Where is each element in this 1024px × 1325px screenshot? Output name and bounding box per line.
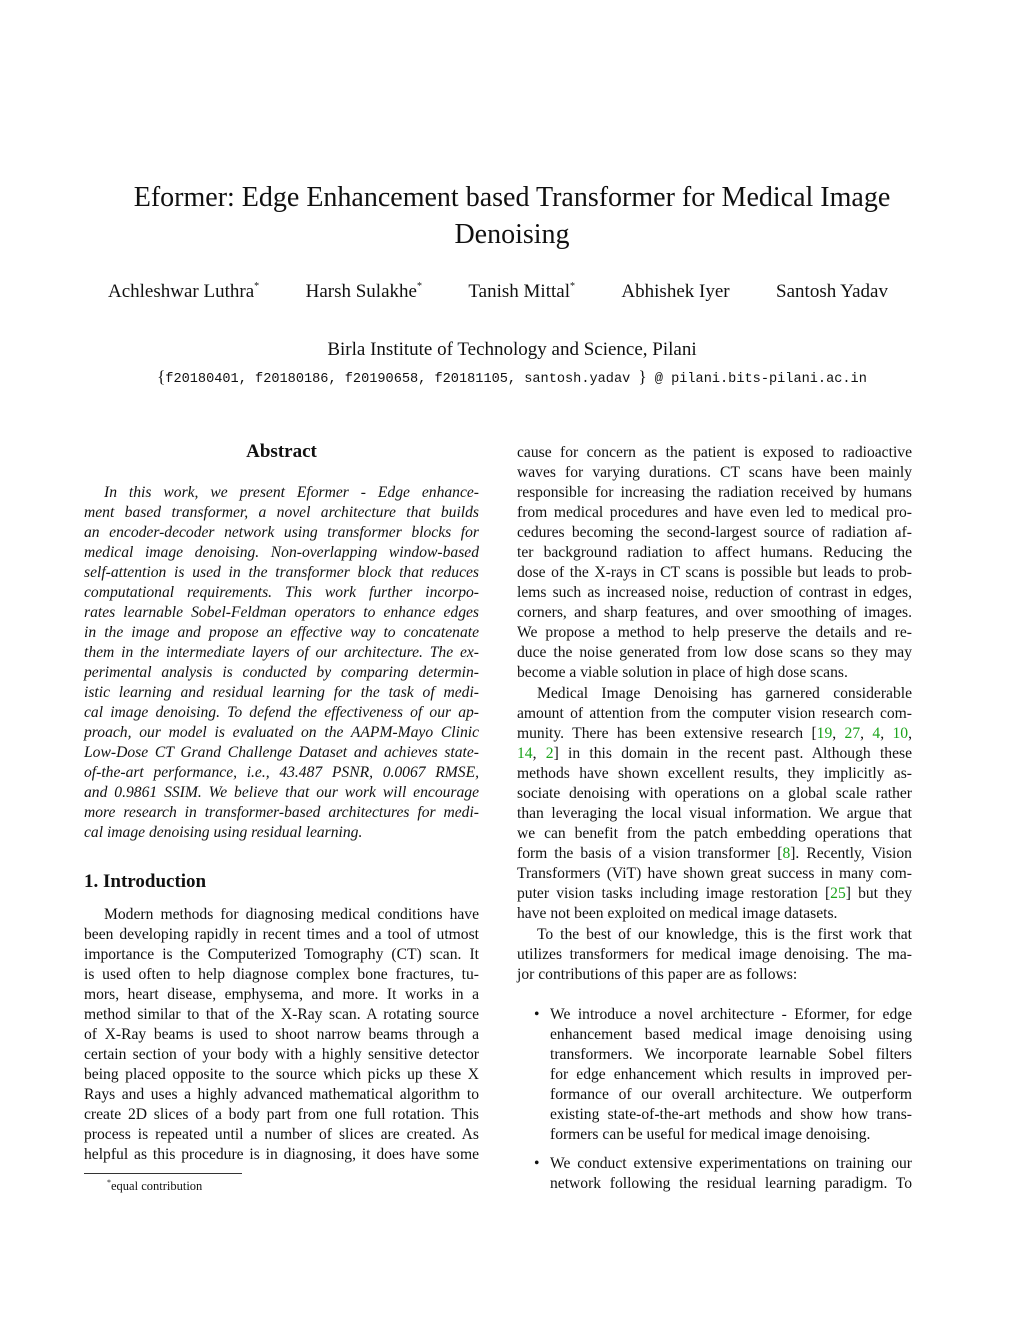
text-line: mors, heart disease, emphysema, and more. It works in a	[84, 986, 479, 1003]
text-line	[517, 884, 912, 904]
text-line: perimental analysis is conducted by comparing determin-	[84, 664, 479, 681]
text-line: more research in transformer-based architectures for medi-	[84, 804, 479, 821]
text-segment: munity. There has been extensive research [	[517, 725, 817, 742]
text-segment: form the basis of a vision transformer [	[517, 845, 783, 862]
text-line: responsible for increasing the radiation received by humans	[517, 484, 912, 501]
citation-link[interactable]: 2	[545, 745, 554, 762]
text-line: ment based transformer, a novel architecture that builds	[84, 504, 479, 521]
text-line: been developing rapidly in recent times and a tool of utmost	[84, 926, 479, 943]
citation-link[interactable]: 4	[872, 725, 881, 742]
text-line: create 2D slices of a body part from one full rotation. This	[84, 1106, 479, 1123]
text-line: computational requirements. This work further incorpo-	[84, 584, 479, 601]
text-line: certain section of your body with a highly sensitive detector	[84, 1046, 479, 1063]
text-line: process is repeated until a number of slices are created. As	[84, 1126, 479, 1143]
text-line: an encoder-decoder network using transformer blocks for	[84, 524, 479, 541]
text-segment: puter vision tasks including image restoration [	[517, 885, 831, 902]
author-name: Achleshwar Luthra	[108, 281, 255, 302]
text-line: have not been exploited on medical image datasets.	[517, 905, 838, 922]
text-line: waves for varying durations. CT scans have been mainly	[517, 464, 912, 481]
introduction-heading: 1. Introduction	[84, 871, 207, 892]
author	[776, 281, 888, 303]
text-line: existing state-of-the-art methods and show how trans-	[550, 1106, 912, 1123]
paragraph	[517, 925, 912, 985]
author-mark: *	[416, 281, 422, 292]
title-line: Denoising	[454, 219, 570, 250]
text-line: medical image denoising. Non-overlapping window-based	[84, 544, 479, 561]
text-line: To the best of our knowledge, this is the first work that	[537, 926, 912, 943]
text-line: method similar to that of the X-Ray scan. A rotating source	[84, 1006, 479, 1023]
text-segment: ,	[880, 725, 893, 742]
paragraph	[517, 684, 912, 924]
text-line: is used often to help diagnose complex bone fractures, tu-	[84, 966, 479, 983]
paragraph	[517, 443, 912, 683]
citation-link[interactable]: 27	[844, 725, 861, 742]
bullet-icon: •	[534, 1006, 540, 1023]
text-line: cal image denoising. To defend the effectiveness of our ap-	[84, 704, 479, 721]
email-ids: f20180401, f20180186, f20190658, f20181105, santosh.yadav	[165, 372, 639, 387]
author-name: Santosh Yadav	[776, 281, 888, 302]
email-brace-close: }	[638, 367, 647, 386]
text-line: formance of our overall architecture. We outperform	[550, 1086, 912, 1103]
text-line: being placed opposite to the source which picks up these X	[84, 1066, 479, 1083]
text-line: Transformers (ViT) have shown great success in many com-	[517, 865, 912, 882]
text-line: we can benefit from the patch embedding operations that	[517, 825, 912, 842]
citation-link[interactable]: 25	[830, 885, 846, 902]
author-mark: *	[254, 281, 260, 292]
text-line: cedures becoming the second-largest source of radiation af-	[517, 524, 912, 541]
text-line: transformers. We incorporate learnable Sobel filters	[550, 1046, 912, 1063]
right-column-body	[517, 443, 912, 986]
text-line: and 0.9861 SSIM. We believe that our work will encourage	[84, 784, 479, 801]
text-line: We introduce a novel architecture - Eformer, for edge	[550, 1006, 912, 1023]
text-line: lems such as increased noise, reduction of contrast in edges,	[517, 584, 912, 601]
text-line: methods have shown excellent results, they implicitly as-	[517, 765, 912, 782]
text-line: istic learning and residual learning for the task of medi-	[84, 684, 479, 701]
author	[108, 281, 259, 303]
affiliation: Birla Institute of Technology and Science, Pilani	[327, 339, 697, 360]
email-domain: @ pilani.bits-pilani.ac.in	[646, 372, 867, 387]
text-line: for edge enhancement which results in improved per-	[550, 1066, 912, 1083]
text-line: Low-Dose CT Grand Challenge Dataset and achieves state-	[84, 744, 479, 761]
text-line: dose of the X-rays in CT scans is possible but leads to prob-	[517, 564, 912, 581]
text-segment: ]. Recently, Vision	[790, 845, 912, 862]
text-line: ter background radiation to affect humans. Reducing the	[517, 544, 912, 561]
author	[306, 281, 422, 303]
author-emails	[0, 367, 1024, 387]
paper-title	[0, 179, 1024, 253]
title-line: Eformer: Edge Enhancement based Transformer for Medical Image	[133, 182, 891, 213]
contribution-list	[530, 1005, 912, 1203]
text-line: cal image denoising using residual learning.	[84, 824, 363, 841]
paragraph	[84, 483, 479, 843]
text-line: corners, and sharp features, and over smoothing of images.	[517, 604, 912, 621]
footnote-rule	[84, 1173, 242, 1174]
text-line: proach, our model is evaluated on the AAPM-Mayo Clinic	[84, 724, 479, 741]
text-segment: ,	[832, 725, 845, 742]
text-segment: ,	[532, 745, 546, 762]
text-line	[517, 744, 912, 764]
text-segment: ,	[908, 725, 912, 742]
text-segment: ] in this domain in the recent past. Although these	[553, 745, 912, 762]
text-line: jor contributions of this paper are as follows:	[517, 966, 798, 983]
abstract-body	[84, 483, 479, 844]
citation-link[interactable]: 8	[782, 845, 791, 862]
text-line	[517, 844, 912, 864]
text-line: amount of attention from the computer vision research com-	[517, 705, 912, 722]
text-line: of X-Ray beams is used to shoot narrow beams through a	[84, 1026, 479, 1043]
text-line: In this work, we present Eformer - Edge enhance-	[104, 484, 479, 501]
text-line: self-attention is used in the transformer block that reduces	[84, 564, 479, 581]
text-line: duce the noise generated from low dose scans so they may	[517, 644, 912, 661]
text-line: We conduct extensive experimentations on training our	[550, 1155, 912, 1172]
text-line: network following the residual learning paradigm. To	[550, 1175, 912, 1192]
text-line: cause for concern as the patient is exposed to radioactive	[517, 444, 912, 461]
author-name: Abhishek Iyer	[621, 281, 730, 302]
bullet-icon: •	[534, 1155, 540, 1172]
text-line: rates learnable Sobel-Feldman operators to enhance edges	[84, 604, 479, 621]
text-line: Rays and uses a highly advanced mathematical algorithm to	[84, 1086, 479, 1103]
author-mark: *	[569, 281, 575, 292]
author-name: Harsh Sulakhe	[305, 281, 417, 302]
author-list	[108, 281, 888, 303]
text-segment: ,	[860, 725, 873, 742]
introduction-body	[84, 905, 479, 1166]
text-line: become a viable solution in place of high dose scans.	[517, 664, 848, 681]
text-line: from medical procedures and have even led to medical pro-	[517, 504, 912, 521]
citation-link[interactable]: 19	[816, 725, 833, 742]
text-line: enhancement based medical image denoising using	[550, 1026, 912, 1043]
citation-link[interactable]: 14	[517, 745, 533, 762]
text-line: Modern methods for diagnosing medical conditions have	[104, 906, 479, 923]
citation-link[interactable]: 10	[892, 725, 909, 742]
text-line: formers can be useful for medical image denoising.	[550, 1126, 871, 1143]
author-name: Tanish Mittal	[468, 281, 570, 302]
text-line	[517, 724, 912, 744]
abstract-heading: Abstract	[246, 441, 317, 462]
email-brace-open: {	[157, 367, 166, 386]
footnote-mark: *	[107, 1178, 111, 1187]
text-line: in the image and propose an effective way to concatenate	[84, 624, 479, 641]
text-line: sociate denoising with operations on a global scale rather	[517, 785, 912, 802]
text-line: utilizes transformers for medical image denoising. The ma-	[517, 946, 912, 963]
text-line: than leveraging the local visual information. We argue that	[517, 805, 912, 822]
author	[468, 281, 575, 303]
text-line: Medical Image Denoising has garnered considerable	[537, 685, 912, 702]
text-line: of-the-art performance, i.e., 43.487 PSNR, 0.0067 RMSE,	[84, 764, 479, 781]
text-line: We propose a method to help preserve the details and re-	[517, 624, 912, 641]
text-line: importance is the Computerized Tomography (CT) scan. It	[84, 946, 479, 963]
paragraph	[84, 905, 479, 1165]
text-line: them in the intermediate layers of our architecture. The ex-	[84, 644, 479, 661]
footnote	[107, 1178, 202, 1194]
footnote-text: equal contribution	[111, 1179, 203, 1193]
text-segment: ] but they	[845, 885, 913, 902]
author	[621, 281, 729, 303]
list-item	[530, 1005, 912, 1145]
list-item	[530, 1154, 912, 1194]
text-line: helpful as this procedure is in diagnosing, it does have some	[84, 1146, 479, 1163]
